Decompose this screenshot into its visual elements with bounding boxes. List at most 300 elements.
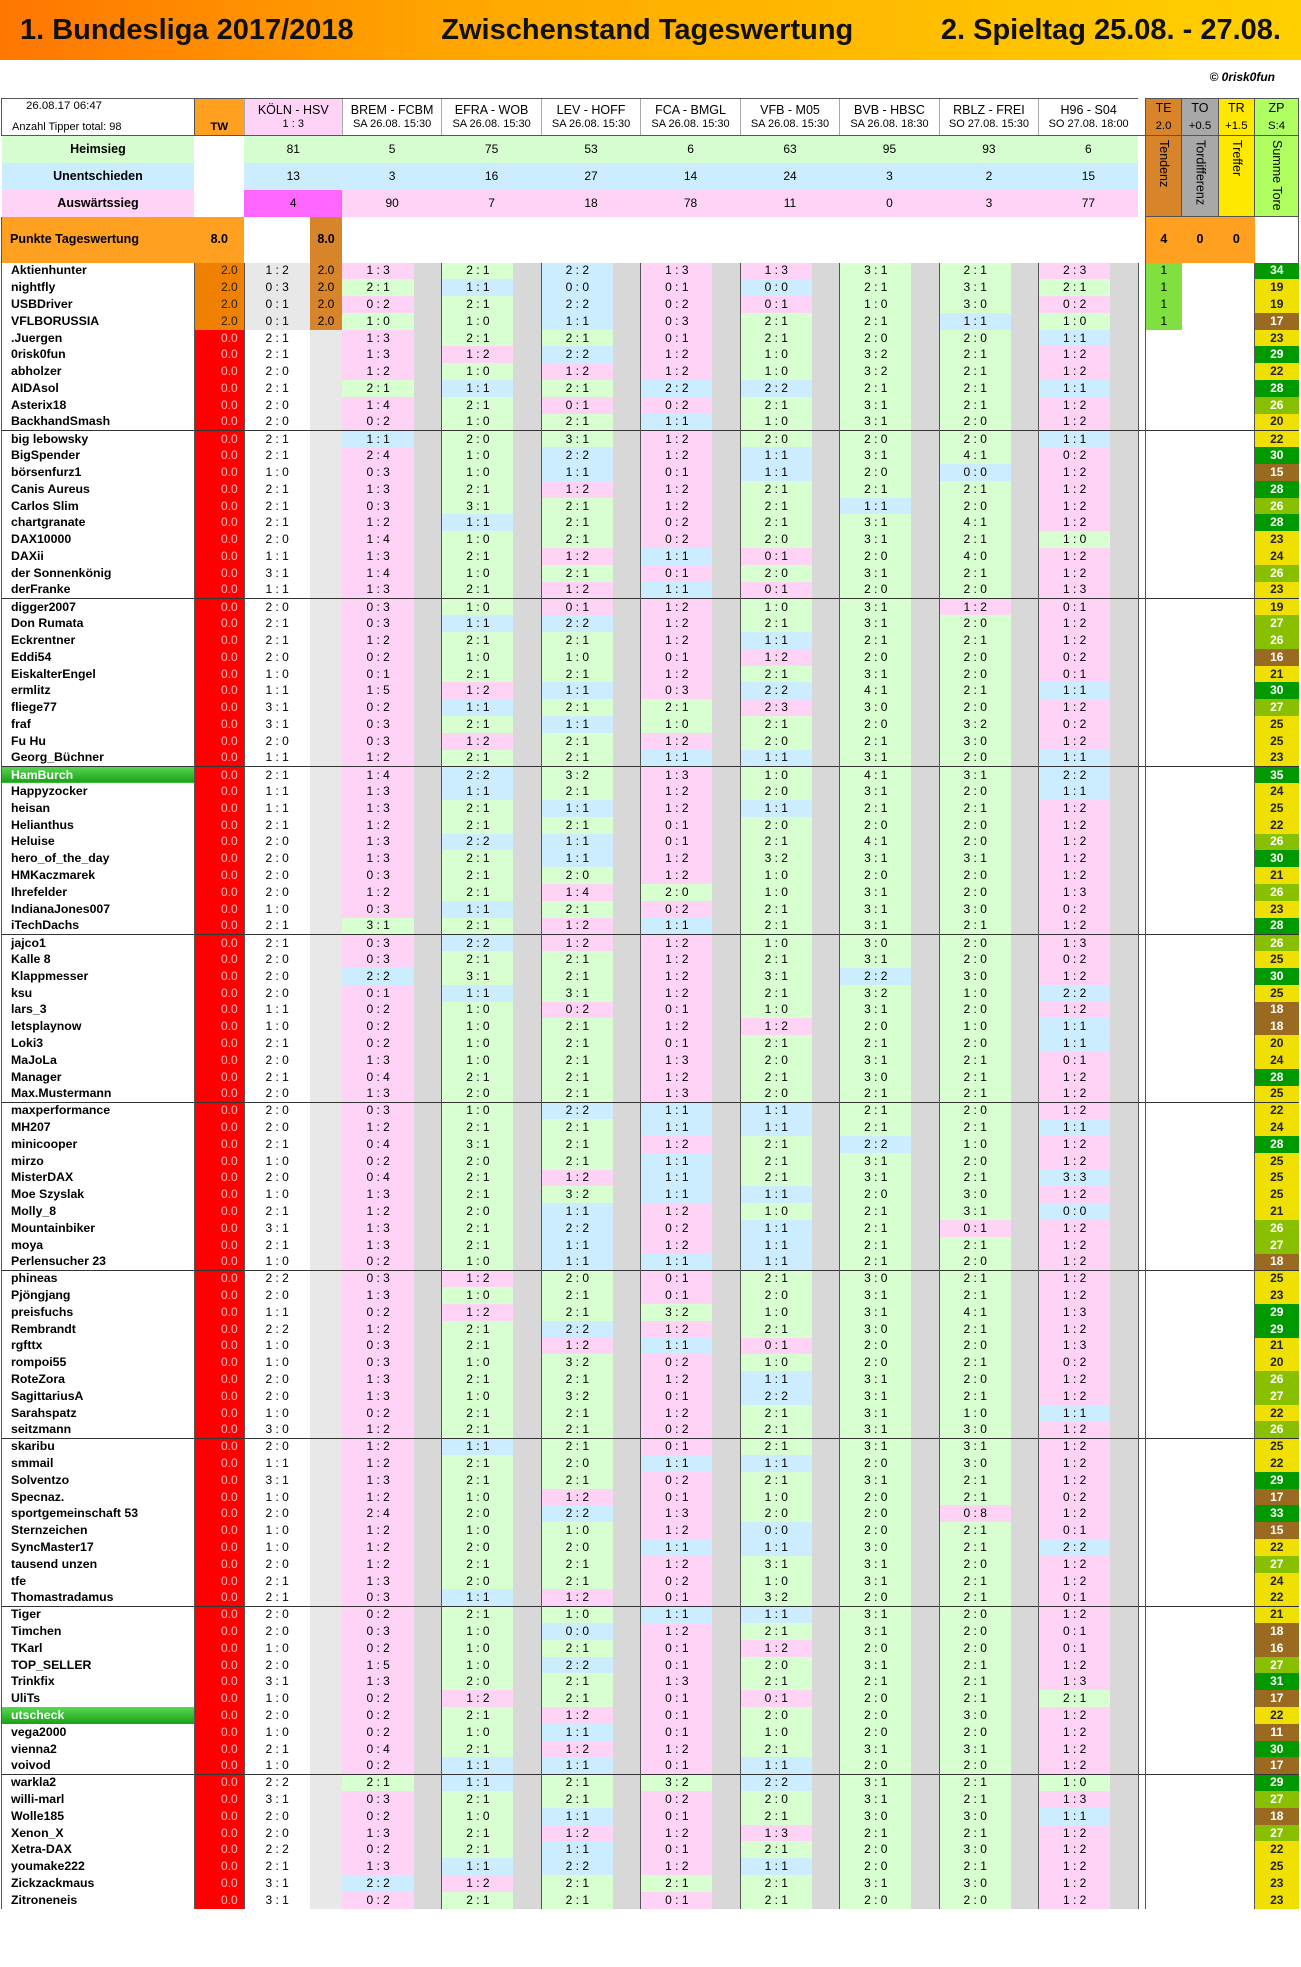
- match-tip: 1 : 2: [1039, 565, 1111, 582]
- match-tip: 3 : 1: [840, 1657, 912, 1674]
- tr-points: [1218, 313, 1254, 330]
- match-tip: 0 : 1: [641, 1841, 713, 1858]
- match-points: [911, 1254, 939, 1271]
- table-row: [2, 884, 1299, 901]
- match-tip: 0 : 1: [1039, 1623, 1111, 1640]
- match-points: [1011, 1489, 1039, 1506]
- tipper-name: EiskalterEngel: [2, 666, 195, 683]
- zp-sum: 26: [1255, 934, 1299, 951]
- match-tip: 0 : 2: [1039, 296, 1111, 313]
- match-tip: 1 : 2: [641, 951, 713, 968]
- match-tip: 2 : 1: [442, 884, 514, 901]
- to-points: [1182, 330, 1218, 347]
- match-points: [812, 1321, 840, 1338]
- match-tip: 0 : 1: [641, 1657, 713, 1674]
- match-points: [911, 1203, 939, 1220]
- match-points: [1110, 1522, 1138, 1539]
- table-row: [2, 1858, 1299, 1875]
- koeln-points: [310, 1018, 343, 1035]
- match-points: [513, 1623, 541, 1640]
- match-tip: 1 : 1: [740, 447, 812, 464]
- match-tip: 1 : 1: [641, 1153, 713, 1170]
- match-tip: 0 : 3: [342, 901, 414, 918]
- match-tip: 1 : 1: [442, 1589, 514, 1606]
- spacer: [1138, 632, 1145, 649]
- match-points: [513, 901, 541, 918]
- match-points: [712, 1086, 740, 1103]
- match-tip: 3 : 1: [939, 1741, 1011, 1758]
- zp-sum: 20: [1255, 414, 1299, 431]
- points-zp: [1255, 217, 1299, 263]
- match-points: [414, 1237, 442, 1254]
- match-tip: 0 : 2: [342, 296, 414, 313]
- vertical-tr: [1218, 136, 1254, 217]
- spacer: [1138, 1556, 1145, 1573]
- zp-sum: 24: [1255, 1573, 1299, 1590]
- match-tip: 1 : 3: [342, 1573, 414, 1590]
- tr-points: [1218, 1405, 1254, 1422]
- match-points: [812, 1522, 840, 1539]
- match-tip: 2 : 1: [840, 1035, 912, 1052]
- match-tip: 1 : 5: [342, 682, 414, 699]
- table-row: [2, 1892, 1299, 1909]
- te-points: [1145, 1203, 1181, 1220]
- match-tip: 2 : 1: [939, 800, 1011, 817]
- koeln-tip: 1 : 1: [244, 1304, 310, 1321]
- match-tip: 2 : 1: [541, 1119, 613, 1136]
- spacer: [1138, 1136, 1145, 1153]
- koeln-points: [310, 1102, 343, 1119]
- table-row: [2, 1640, 1299, 1657]
- tipper-name: Eddi54: [2, 649, 195, 666]
- header-to: [1182, 99, 1218, 136]
- koeln-points: [310, 1287, 343, 1304]
- match-tip: 2 : 1: [740, 1892, 812, 1909]
- match-points: [911, 1690, 939, 1707]
- match-points: [513, 716, 541, 733]
- spacer: [1138, 750, 1145, 767]
- match-points: [911, 1640, 939, 1657]
- match-points: [712, 1237, 740, 1254]
- match-tip: 2 : 1: [840, 1254, 912, 1271]
- spacer: [1138, 1119, 1145, 1136]
- match-tip: 2 : 1: [442, 850, 514, 867]
- spacer: [1138, 934, 1145, 951]
- tr-points: [1218, 548, 1254, 565]
- match-points: [1011, 1287, 1039, 1304]
- tw-points: 0.0: [194, 1455, 244, 1472]
- match-tip: 2 : 0: [939, 582, 1011, 599]
- match-tip: 1 : 2: [1039, 514, 1111, 531]
- match-tip: 2 : 0: [442, 1086, 514, 1103]
- table-row: [2, 666, 1299, 683]
- tw-points: 0.0: [194, 800, 244, 817]
- tr-points: [1218, 666, 1254, 683]
- tipper-name: sportgemeinschaft 53: [2, 1505, 195, 1522]
- te-points: [1145, 901, 1181, 918]
- match-points: [911, 884, 939, 901]
- tipper-name: AIDAsol: [2, 380, 195, 397]
- match-tip: 1 : 3: [342, 1371, 414, 1388]
- match-points: [712, 1170, 740, 1187]
- match-tip: 1 : 1: [641, 1186, 713, 1203]
- match-points: [513, 985, 541, 1002]
- tipper-name: börsenfurz1: [2, 464, 195, 481]
- match-tip: 1 : 3: [342, 481, 414, 498]
- tw-points: 0.0: [194, 1338, 244, 1355]
- match-tip: 0 : 1: [740, 296, 812, 313]
- match-points: [1110, 666, 1138, 683]
- tipper-name: BackhandSmash: [2, 414, 195, 431]
- tw-points: 0.0: [194, 363, 244, 380]
- tipper-name: chartgranate: [2, 514, 195, 531]
- match-tip: 0 : 1: [740, 548, 812, 565]
- koeln-points: [310, 985, 343, 1002]
- zp-sum: 17: [1255, 1489, 1299, 1506]
- match-points: [513, 1321, 541, 1338]
- match-points: [1011, 800, 1039, 817]
- match-points: [613, 800, 641, 817]
- header-to-value: +0.5: [1188, 120, 1212, 132]
- match-points: [1011, 430, 1039, 447]
- spacer: [1138, 1640, 1145, 1657]
- koeln-points: [310, 1741, 343, 1758]
- spacer: [1138, 1237, 1145, 1254]
- match-tip: 3 : 2: [740, 1589, 812, 1606]
- te-points: [1145, 1069, 1181, 1086]
- match-points: [1011, 1170, 1039, 1187]
- te-points: [1145, 1757, 1181, 1774]
- match-points: [513, 834, 541, 851]
- match-tip: 0 : 2: [342, 649, 414, 666]
- match-tip: 0 : 2: [1039, 716, 1111, 733]
- koeln-points: [310, 430, 343, 447]
- match-tip: 0 : 3: [342, 598, 414, 615]
- tipper-name: Tiger: [2, 1606, 195, 1623]
- match-tip: 0 : 2: [1039, 951, 1111, 968]
- spacer: [1138, 951, 1145, 968]
- vertical-zp-label: Summe Tore: [1270, 140, 1285, 211]
- to-points: [1182, 783, 1218, 800]
- koeln-points: [310, 464, 343, 481]
- koeln-points: [310, 1069, 343, 1086]
- match-tip: 2 : 2: [342, 968, 414, 985]
- match-points: [1011, 313, 1039, 330]
- match-tip: 2 : 1: [541, 1371, 613, 1388]
- match-tip: 2 : 1: [740, 1472, 812, 1489]
- koeln-tip: 1 : 0: [244, 1690, 310, 1707]
- match-tip: 0 : 1: [641, 1757, 713, 1774]
- match-points: [911, 1472, 939, 1489]
- zp-sum: 17: [1255, 313, 1299, 330]
- match-tip: 2 : 0: [939, 750, 1011, 767]
- match-tip: 2 : 1: [442, 1220, 514, 1237]
- match-points: [613, 884, 641, 901]
- match-tip: 2 : 1: [939, 1052, 1011, 1069]
- spacer: [1138, 1455, 1145, 1472]
- tr-points: [1218, 733, 1254, 750]
- table-row: [2, 296, 1299, 313]
- match-points: [1110, 682, 1138, 699]
- tr-points: [1218, 1808, 1254, 1825]
- match-points: [613, 430, 641, 447]
- match-tip: 2 : 1: [442, 817, 514, 834]
- match-points: [812, 1170, 840, 1187]
- match-tip: 2 : 1: [342, 1774, 414, 1791]
- match-tip: 1 : 2: [1039, 1086, 1111, 1103]
- match-points: [911, 783, 939, 800]
- vertical-tr-label: Treffer: [1229, 140, 1244, 177]
- tr-points: [1218, 867, 1254, 884]
- match-points: [513, 649, 541, 666]
- match-points: [613, 1841, 641, 1858]
- match-points: [712, 699, 740, 716]
- zp-sum: 23: [1255, 330, 1299, 347]
- tw-points: 0.0: [194, 1170, 244, 1187]
- match-points: [414, 1069, 442, 1086]
- match-points: [812, 750, 840, 767]
- tipper-name: Max.Mustermann: [2, 1086, 195, 1103]
- zp-sum: 26: [1255, 834, 1299, 851]
- match-tip: 1 : 1: [1039, 750, 1111, 767]
- match-tip: 2 : 1: [740, 1069, 812, 1086]
- match-tip: 1 : 2: [641, 346, 713, 363]
- koeln-tip: 2 : 0: [244, 1707, 310, 1724]
- match-tip: 2 : 1: [442, 481, 514, 498]
- match-sub: SO 27.08. 18:00: [1048, 118, 1129, 130]
- match-tip: 2 : 1: [740, 1153, 812, 1170]
- match-points: [911, 901, 939, 918]
- zp-sum: 30: [1255, 682, 1299, 699]
- koeln-tip: 2 : 1: [244, 1237, 310, 1254]
- match-tip: 0 : 1: [641, 1892, 713, 1909]
- match-tip: 2 : 1: [740, 901, 812, 918]
- koeln-tip: 2 : 0: [244, 968, 310, 985]
- match-tip: 3 : 2: [939, 716, 1011, 733]
- to-points: [1182, 1119, 1218, 1136]
- match-points: [513, 1539, 541, 1556]
- match-tip: 2 : 1: [939, 1489, 1011, 1506]
- match-tip: 2 : 1: [541, 1690, 613, 1707]
- match-points: [911, 968, 939, 985]
- match-tip: 1 : 1: [1039, 1035, 1111, 1052]
- match-tip: 1 : 1: [541, 716, 613, 733]
- te-points: [1145, 632, 1181, 649]
- match-points: [712, 1606, 740, 1623]
- match-tip: 1 : 1: [541, 1254, 613, 1271]
- koeln-points: [310, 666, 343, 683]
- zp-sum: 22: [1255, 1539, 1299, 1556]
- match-points: [1011, 766, 1039, 783]
- tw-points: 0.0: [194, 968, 244, 985]
- match-tip: 1 : 2: [641, 934, 713, 951]
- match-points: [712, 1522, 740, 1539]
- to-points: [1182, 1589, 1218, 1606]
- zp-sum: 21: [1255, 1203, 1299, 1220]
- match-tip: 2 : 1: [442, 1791, 514, 1808]
- match-tip: 0 : 2: [342, 1892, 414, 1909]
- match-points: [812, 632, 840, 649]
- match-points: [414, 1472, 442, 1489]
- match-tip: 2 : 2: [541, 615, 613, 632]
- match-points: [812, 985, 840, 1002]
- spacer: [1138, 783, 1145, 800]
- match-points: [812, 1673, 840, 1690]
- match-tip: 1 : 2: [541, 1170, 613, 1187]
- match-points: [1110, 1539, 1138, 1556]
- points-empty: [342, 217, 414, 263]
- tw-points: 0.0: [194, 1388, 244, 1405]
- table-row: [2, 1371, 1299, 1388]
- spacer: [1138, 464, 1145, 481]
- tipper-name: Kalle 8: [2, 951, 195, 968]
- match-tip: 2 : 0: [840, 1354, 912, 1371]
- match-tip: 1 : 1: [442, 615, 514, 632]
- table-row: [2, 1707, 1299, 1724]
- te-points: [1145, 1741, 1181, 1758]
- match-points: [613, 531, 641, 548]
- match-points: [712, 1741, 740, 1758]
- match-points: [513, 1354, 541, 1371]
- match-tip: 2 : 1: [541, 901, 613, 918]
- match-points: [613, 1086, 641, 1103]
- to-points: [1182, 296, 1218, 313]
- match-points: [1011, 1690, 1039, 1707]
- tipper-name: Xetra-DAX: [2, 1841, 195, 1858]
- tipper-name: Georg_Büchner: [2, 750, 195, 767]
- match-tip: 3 : 2: [840, 985, 912, 1002]
- tipper-name: Manager: [2, 1069, 195, 1086]
- match-tip: 0 : 2: [342, 1405, 414, 1422]
- tw-points: 0.0: [194, 481, 244, 498]
- match-points: [414, 1539, 442, 1556]
- match-points: [414, 800, 442, 817]
- match-tip: 1 : 2: [641, 985, 713, 1002]
- table-row: [2, 464, 1299, 481]
- spacer: [1138, 1841, 1145, 1858]
- match-tip: 0 : 1: [641, 834, 713, 851]
- match-points: [911, 346, 939, 363]
- koeln-tip: 0 : 1: [244, 296, 310, 313]
- match-points: [1110, 1421, 1138, 1438]
- match-points: [1011, 1825, 1039, 1842]
- koeln-tip: 2 : 0: [244, 1119, 310, 1136]
- table-row: [2, 1254, 1299, 1271]
- spacer: [1138, 1153, 1145, 1170]
- match-points: [513, 1237, 541, 1254]
- match-points: [812, 867, 840, 884]
- table-row: [2, 1505, 1299, 1522]
- match-points: [613, 464, 641, 481]
- table-row: [2, 1102, 1299, 1119]
- match-points: [414, 582, 442, 599]
- koeln-tip: 2 : 2: [244, 1270, 310, 1287]
- match-tip: 2 : 0: [740, 1052, 812, 1069]
- match-points: [712, 1254, 740, 1271]
- match-points: [812, 716, 840, 733]
- to-points: [1182, 1354, 1218, 1371]
- match-points: [1110, 1690, 1138, 1707]
- match-points: [911, 1657, 939, 1674]
- tr-points: [1218, 1623, 1254, 1640]
- match-points: [414, 884, 442, 901]
- match-points: [513, 1102, 541, 1119]
- table-row: [2, 1556, 1299, 1573]
- match-points: [613, 582, 641, 599]
- match-points: [911, 766, 939, 783]
- match-points: [613, 834, 641, 851]
- zp-sum: 18: [1255, 1018, 1299, 1035]
- match-points: [712, 1287, 740, 1304]
- match-points: [911, 1237, 939, 1254]
- match-tip: 2 : 1: [939, 1657, 1011, 1674]
- match-tip: 0 : 1: [641, 565, 713, 582]
- tw-points: 0.0: [194, 1421, 244, 1438]
- match-tip: 0 : 1: [641, 1388, 713, 1405]
- match-points: [812, 1657, 840, 1674]
- match-tip: 1 : 3: [342, 346, 414, 363]
- koeln-tip: 2 : 1: [244, 632, 310, 649]
- match-points: [812, 1270, 840, 1287]
- match-points: [1110, 1237, 1138, 1254]
- match-points: [712, 750, 740, 767]
- match-tip: 3 : 1: [840, 666, 912, 683]
- match-tip: 2 : 1: [740, 615, 812, 632]
- match-points: [1110, 934, 1138, 951]
- koeln-tip: 2 : 1: [244, 817, 310, 834]
- spacer: [1138, 279, 1145, 296]
- tr-points: [1218, 481, 1254, 498]
- zp-sum: 28: [1255, 380, 1299, 397]
- match-points: [812, 800, 840, 817]
- match-tip: 1 : 2: [342, 1438, 414, 1455]
- match-tip: 3 : 1: [840, 1606, 912, 1623]
- match-tip: 1 : 0: [1039, 313, 1111, 330]
- match-points: [414, 481, 442, 498]
- match-points: [712, 1438, 740, 1455]
- tipper-name: jajco1: [2, 934, 195, 951]
- match-points: [513, 1573, 541, 1590]
- match-points: [812, 279, 840, 296]
- match-points: [712, 985, 740, 1002]
- tr-points: [1218, 884, 1254, 901]
- match-tip: 1 : 0: [442, 363, 514, 380]
- match-points: [613, 1522, 641, 1539]
- match-tip: 2 : 0: [740, 733, 812, 750]
- tw-points: 0.0: [194, 699, 244, 716]
- match-tip: 1 : 2: [1039, 1757, 1111, 1774]
- tw-points: 0.0: [194, 1606, 244, 1623]
- koeln-points: [310, 481, 343, 498]
- tr-points: [1218, 1438, 1254, 1455]
- zp-sum: 23: [1255, 582, 1299, 599]
- spacer: [1138, 733, 1145, 750]
- match-tip: 1 : 1: [1039, 1018, 1111, 1035]
- tr-points: [1218, 1505, 1254, 1522]
- table-row: [2, 1825, 1299, 1842]
- koeln-points: [310, 1153, 343, 1170]
- match-points: [812, 649, 840, 666]
- tipper-name: MH207: [2, 1119, 195, 1136]
- match-tip: 2 : 0: [840, 1757, 912, 1774]
- match-points: [712, 1270, 740, 1287]
- to-points: [1182, 1455, 1218, 1472]
- match-points: [712, 1825, 740, 1842]
- match-tip: 2 : 1: [840, 1086, 912, 1103]
- match-points: [414, 1690, 442, 1707]
- match-tip: 1 : 2: [342, 884, 414, 901]
- match-points: [1110, 582, 1138, 599]
